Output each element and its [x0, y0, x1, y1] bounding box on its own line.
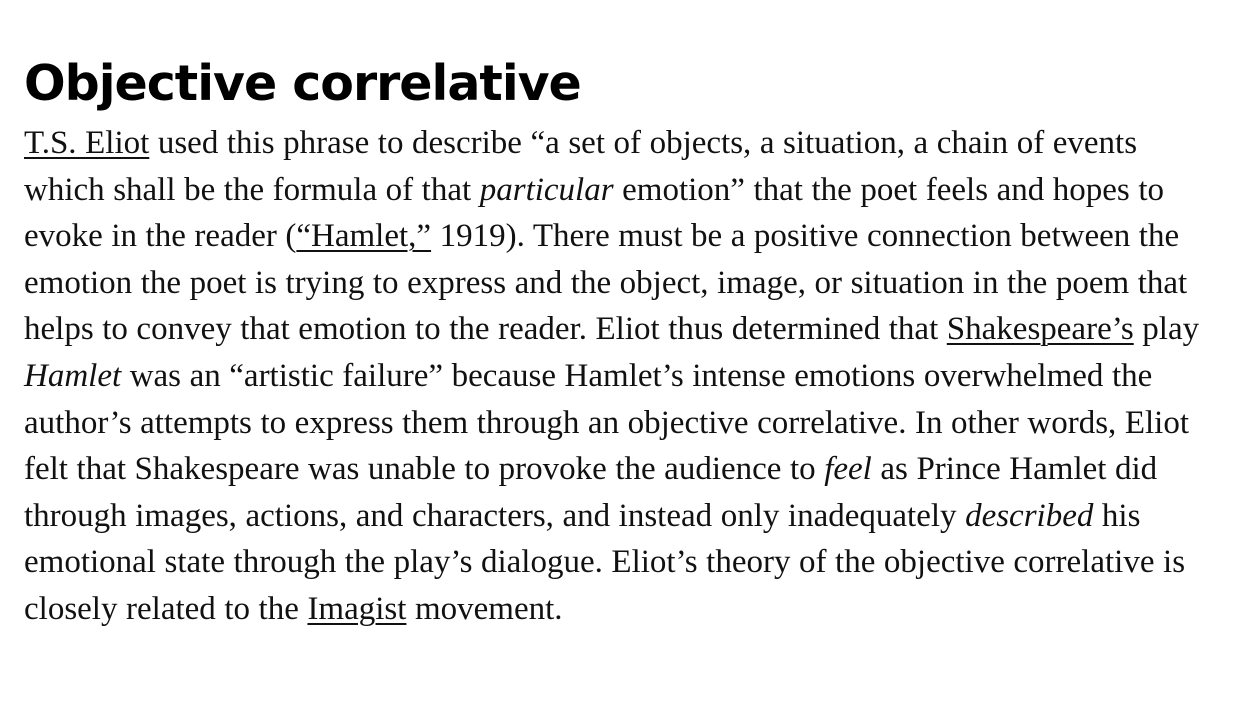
definition-text: as Prince Hamlet did through images, actions, and characters, and instead only inadequately [24, 451, 1158, 534]
glossary-entry [24, 48, 1220, 633]
link-imagist[interactable]: Imagist [307, 590, 407, 627]
entry-title: Objective correlative [24, 55, 581, 112]
definition-text: play [1133, 311, 1200, 348]
emphasis-particular: particular [479, 171, 614, 208]
definition-text: his emotional state through the play’s dialogue. Eliot’s theory of the objective correlative is closely related to the [24, 497, 1186, 627]
emphasis-feel: feel [824, 451, 872, 488]
definition-text: movement. [406, 590, 563, 627]
definition-text: 1919). There must be a positive connection between the emotion the poet is trying to express and the object, image, or situation in the poem that helps to convey that emotion to the reader. Eliot thus determined that [24, 218, 1188, 348]
definition-text: used this phrase to describe “a set of objects, a situation, a chain of events which shall be the formula of that [24, 125, 1138, 208]
definition-text: emotion” that the poet feels and hopes to evoke in the reader ( [24, 171, 1164, 255]
link-hamlet-essay[interactable]: “Hamlet,” [296, 218, 432, 255]
entry-definition [24, 120, 1220, 633]
link-shakespeare[interactable]: Shakespeare’s [946, 311, 1134, 348]
emphasis-described: described [965, 497, 1094, 534]
emphasis-hamlet-title: Hamlet [24, 357, 122, 394]
definition-text: was an “artistic failure” because Hamlet’s intense emotions overwhelmed the author’s attempts to express them through an objective correlative. In other words, Eliot felt that Shakespeare was unable to provoke the audience to [24, 357, 1190, 488]
link-ts-eliot[interactable]: T.S. Eliot [24, 125, 150, 161]
